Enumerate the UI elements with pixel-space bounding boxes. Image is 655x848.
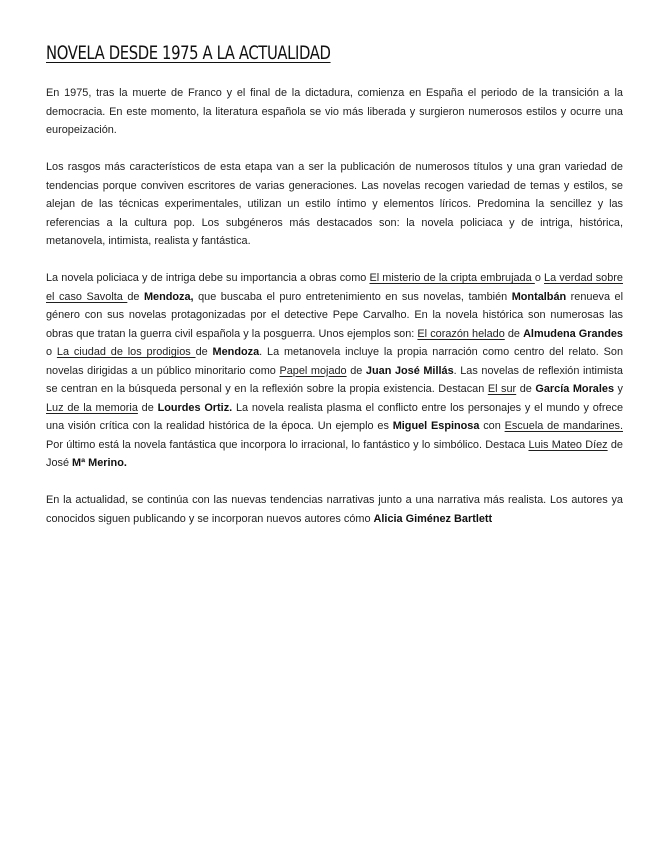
book-title-ciudad-prodigios: La ciudad de los prodigios	[56, 346, 196, 358]
paragraph-characteristics: Los rasgos más característicos de esta etapa van a ser la publicación de numerosos títulos y una gran variedad de tendencias porque conviven escritores de varias generaciones. Las novelas recogen variedad de temas y estilos, se alejan de las técnicas experimentales, utilizan un estilo íntimo y elementos líricos. Predomina la sencillez y las referencias a la cultura pop. Los subgéneros más destacados son: la novela policiaca y de intriga, histórica, metanovela, intimista, realista y fantástica.	[46, 161, 623, 247]
book-title-luz-memoria: Luz de la memoria	[46, 401, 138, 414]
text-run: o	[46, 346, 57, 358]
text-run: La novela realista plasma el conflicto entre los personajes y el mundo y ofrece una visión crítica con la realidad histórica de la época. Un ejemplo es	[46, 401, 624, 432]
text-run: de	[516, 383, 536, 395]
author-millas: Juan José Millás	[365, 364, 454, 377]
text-run: En la actualidad, se continúa con las nuevas tendencias narrativas junto a una narrativa más realista. Los autores ya conocidos siguen publicando y se incorporan nuevos autores cómo	[46, 494, 623, 525]
book-title-corazon-helado: El corazón helado	[417, 327, 505, 340]
text-run: La novela policiaca y de intriga debe su importancia a obras como	[46, 272, 370, 284]
author-luis-mateo-diez: Luis Mateo Díez	[528, 438, 608, 451]
book-title-el-sur: El sur	[487, 383, 517, 395]
author-mendoza-2: Mendoza	[212, 346, 260, 358]
text-run: . Las novelas de reflexión intimista se centran en la búsqueda personal y en la reflexión sobre la propia existencia. Destacan	[46, 364, 623, 395]
text-run: de	[195, 346, 213, 358]
paragraph-current	[46, 491, 623, 528]
paragraph-subgenres	[46, 269, 623, 473]
text-run: Por último está la novela fantástica que incorpora lo irracional, lo fantástico y lo simbólico. Destaca	[46, 438, 529, 451]
author-almudena-grandes: Almudena Grandes	[523, 327, 623, 340]
author-miguel-espinosa: Miguel Espinosa	[392, 420, 480, 432]
text-run: de José	[46, 438, 623, 469]
author-montalban: Montalbán	[511, 290, 567, 303]
book-title-savolta: La verdad sobre el caso Savolta	[46, 272, 623, 303]
book-title-misterio: El misterio de la cripta embrujada	[369, 272, 535, 284]
text-run: renueva el género con sus novelas protagonizadas por el detective Pepe Carvalho. En la novela histórica son numerosas las obras que tratan la guerra civil española y la posguerra. Unos ejemplos son:	[46, 290, 623, 340]
book-title-escuela-mandarines: Escuela de mandarines.	[504, 420, 623, 432]
author-garcia-morales: García Morales	[535, 383, 614, 395]
author-lourdes-ortiz: Lourdes Ortiz.	[157, 401, 233, 414]
author-merino: Mª Merino.	[72, 457, 127, 469]
paragraph-intro: En 1975, tras la muerte de Franco y el final de la dictadura, comienza en España el periodo de la transición a la democracia. En este momento, la literatura española se vio más liberada y surgieron numerosos estilos y ocurre una europeización.	[46, 87, 623, 136]
author-mendoza: Mendoza,	[143, 290, 194, 303]
text-run: de	[346, 364, 366, 377]
text-run: con	[479, 420, 505, 432]
document-body	[46, 84, 623, 547]
book-title-papel-mojado: Papel mojado	[279, 364, 347, 377]
text-run: o	[534, 272, 545, 284]
text-run: . La metanovela incluye la propia narración como centro del relato. Son novelas dirigidas a un público minoritario como	[46, 346, 624, 377]
page-title: NOVELA DESDE 1975 A LA ACTUALIDAD	[46, 42, 331, 64]
text-run: de	[127, 290, 144, 303]
text-run: de	[137, 401, 158, 414]
text-run: que buscaba el puro entretenimiento en sus novelas, también	[193, 290, 512, 303]
text-run: y	[614, 383, 623, 395]
text-run: de	[504, 327, 524, 340]
author-gimenez-bartlett: Alicia Giménez Bartlett	[373, 512, 493, 525]
